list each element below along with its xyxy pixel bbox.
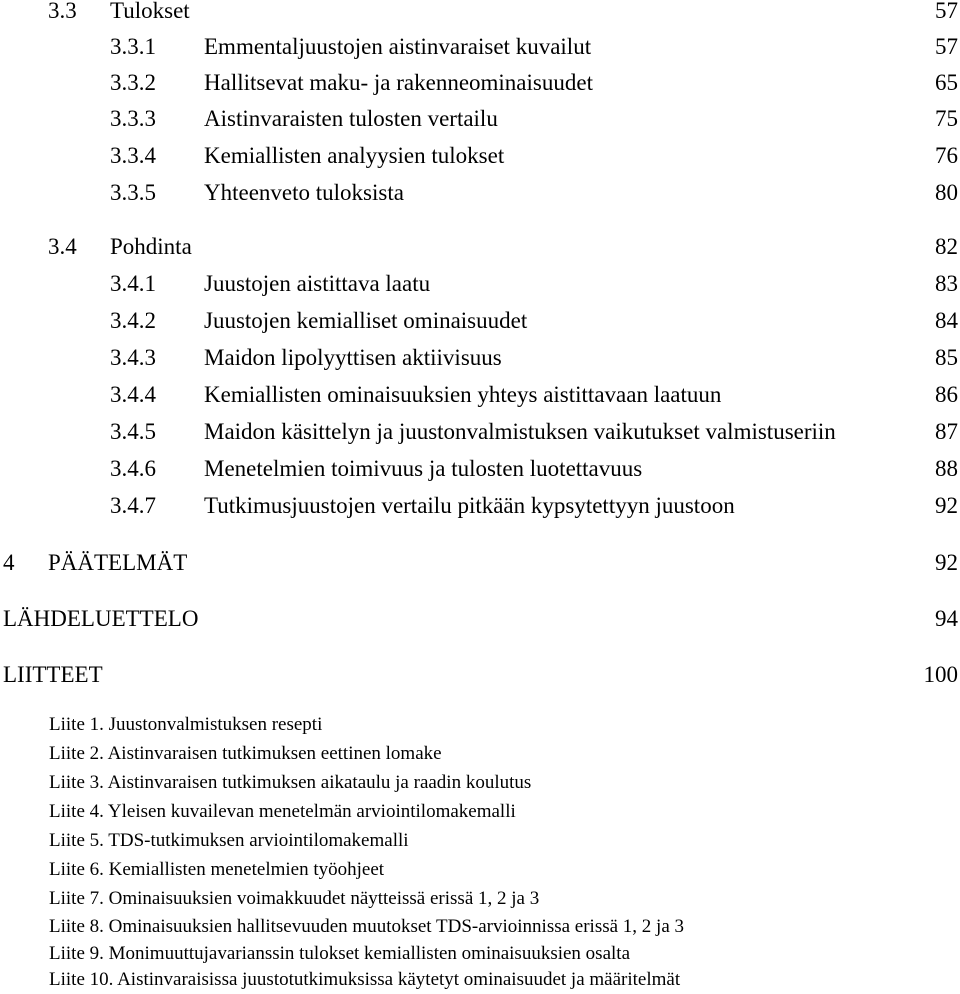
toc-title: Yhteenveto tuloksista [204,180,404,205]
toc-number: 3.3.4 [110,143,156,168]
toc-title: LÄHDELUETTELO [3,606,199,631]
toc-page: 57 [935,0,958,23]
appendix-item: Liite 10. Aistinvaraisissa juustotutkimuksissa käytetyt ominaisuudet ja määritelmät [49,969,681,990]
toc-entry-3-4-7 [0,491,960,521]
toc-title: Aistinvaraisten tulosten vertailu [204,106,498,131]
toc-title: Juustojen aistittava laatu [204,271,431,296]
toc-number: 3.4.4 [110,382,156,407]
toc-page: 85 [935,345,958,370]
toc-title: Maidon lipolyyttisen aktiivisuus [204,345,502,370]
toc-title: Maidon käsittelyn ja juustonvalmistuksen vaikutukset valmistuseriin [204,419,836,444]
toc-entry-3-4-4 [0,380,960,410]
toc-page: 87 [935,419,958,444]
toc-number: 3.4.7 [110,493,156,518]
toc-number: 3.3.1 [110,34,156,59]
toc-number: 3.4 [48,234,77,259]
appendix-item: Liite 8. Ominaisuuksien hallitsevuuden muutokset TDS-arvioinnissa erissä 1, 2 ja 3 [49,916,685,937]
toc-page: 76 [935,143,958,168]
toc-page: 92 [935,493,958,518]
appendix-item: Liite 6. Kemiallisten menetelmien työohjeet [49,859,385,880]
toc-entry-3-4-6 [0,454,960,484]
toc-page: 82 [935,234,958,259]
toc-number: 3.4.1 [110,271,156,296]
toc-page: 88 [935,456,958,481]
appendix-item: Liite 9. Monimuuttujavarianssin tulokset kemiallisten ominaisuuksien osalta [49,943,631,964]
appendix-item: Liite 2. Aistinvaraisen tutkimuksen eettinen lomake [49,743,442,764]
toc-title: PÄÄTELMÄT [48,550,188,575]
toc-number: 3.3.5 [110,180,156,205]
toc-title: Hallitsevat maku- ja rakenneominaisuudet [204,70,593,95]
toc-entry-3-3 [0,0,960,26]
toc-title: Juustojen kemialliset ominaisuudet [204,308,528,333]
toc-page: 100 [923,662,958,687]
toc-entry-4 [0,548,960,578]
toc-entry-3-4-3 [0,343,960,373]
toc-page: 84 [935,308,958,333]
toc-number: 3.3.2 [110,70,156,95]
toc-entry-3-4 [0,232,960,262]
toc-title: Emmentaljuustojen aistinvaraiset kuvailut [204,34,592,59]
toc-title: Menetelmien toimivuus ja tulosten luotettavuus [204,456,643,481]
toc-page: 57 [935,34,958,59]
toc-number: 3.4.6 [110,456,156,481]
toc-title: Tulokset [110,0,190,23]
toc-number: 3.3 [48,0,77,23]
toc-title: Pohdinta [110,234,192,259]
toc-entry-3-3-3 [0,104,960,134]
toc-entry-3-4-5 [0,417,960,447]
toc-page: 80 [935,180,958,205]
toc-number: 3.3.3 [110,106,156,131]
toc-page: 92 [935,550,958,575]
toc-number: 3.4.5 [110,419,156,444]
toc-title: Tutkimusjuustojen vertailu pitkään kypsytettyyn juustoon [204,493,735,518]
toc-title: Kemiallisten analyysien tulokset [204,143,505,168]
toc-entry-3-3-2 [0,68,960,98]
toc-entry-liitteet [0,660,960,690]
appendix-item: Liite 3. Aistinvaraisen tutkimuksen aikataulu ja raadin koulutus [49,772,532,793]
toc-entry-3-3-5 [0,178,960,208]
toc-page: 75 [935,106,958,131]
toc-number: 4 [3,550,15,575]
toc-title: Kemiallisten ominaisuuksien yhteys aistittavaan laatuun [204,382,722,407]
appendix-item: Liite 1. Juustonvalmistuksen resepti [49,714,323,735]
toc-entry-lahdeluettelo [0,604,960,634]
toc-page: 65 [935,70,958,95]
toc-page: 86 [935,382,958,407]
toc-page: 83 [935,271,958,296]
appendix-item: Liite 7. Ominaisuuksien voimakkuudet näytteissä erissä 1, 2 ja 3 [49,888,540,909]
toc-page: 94 [935,606,958,631]
appendix-item: Liite 4. Yleisen kuvailevan menetelmän arviointilomakemalli [49,801,516,822]
toc-entry-3-3-1 [0,32,960,62]
toc-entry-3-3-4 [0,141,960,171]
toc-number: 3.4.3 [110,345,156,370]
toc-entry-3-4-2 [0,306,960,336]
toc-entry-3-4-1 [0,269,960,299]
appendix-item: Liite 5. TDS-tutkimuksen arviointilomakemalli [49,830,409,851]
toc-number: 3.4.2 [110,308,156,333]
toc-title: LIITTEET [3,662,103,687]
